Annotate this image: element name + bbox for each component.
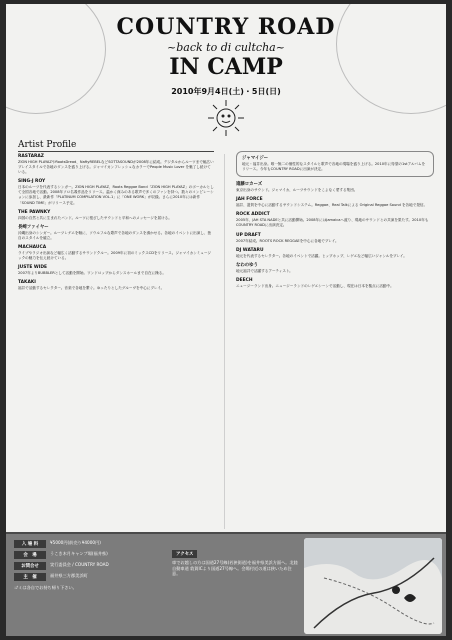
artist-entry	[236, 278, 434, 289]
artist-bio: ライブやラジオ出演など幅広く活動するサウンドクルー。2009年に初のミックスCDをリリース。ジャマイカンミュージックの魅力を伝え続けている。	[18, 250, 211, 261]
info-value: うこき木月キャンプ場(福井県)	[50, 551, 108, 556]
artist-name: MACHAUCA	[18, 244, 47, 250]
artist-bio: 2007年結成。ROOTS ROCK REGGAEを中心に各地でプレイ。	[236, 238, 339, 243]
access-text: 車でお越しの方は国道27号線(若狭街道)を福井県美浜方面へ。北陸自動車道 敦賀ICより国道27号線へ。会場付近の道は狭いため注意。	[172, 560, 298, 577]
column-divider	[224, 154, 225, 529]
event-title-line2: IN CAMP	[169, 54, 283, 80]
artist-name: ROCK ADDICT	[236, 212, 270, 218]
artist-entry	[236, 248, 434, 259]
artist-entry	[236, 197, 434, 208]
artist-entry	[236, 212, 434, 228]
artist-name: THE PAWNKY	[18, 209, 51, 215]
artist-entry	[18, 179, 214, 205]
artist-name: JAH FORCE	[236, 197, 263, 203]
artist-entry	[18, 245, 214, 261]
artist-entry	[18, 225, 214, 241]
artist-bio: 2005年、JAH STA NADEと共に活動開始。2008年にはJamaicaへ渡り、現地のサウンドとの共演を果たす。2010年もCOUNTRY ROADに出演決定。	[236, 218, 429, 228]
info-row	[14, 562, 166, 570]
artist-name: JUSTE WIDE	[18, 265, 48, 271]
artist-name: 遠藤ロカーズ	[236, 182, 263, 188]
artist-bio: 日本のルーツを代表するシンガー。ZION HIGH PLAYAZ、Roots Reggae Band「ZION HIGH PLAYAZ」のボーカルとして全国各地で活動。2008年ソロ名義作品をリリース。温かく深みのある歌声で多くのファンを持つ。数々のコンピレーションに参加し、最新作「PLATINUM COMPILATION VOL.1」に「ONE WORK」が収録。さらに2010年には新作「SOUND TIME」がリリース予定。	[18, 185, 214, 205]
info-label: 主 催	[14, 573, 46, 581]
artist-bio: 東京出身のサウンド。ジャマイカ、ルーツサウンドをこよなく愛する集団。	[236, 188, 358, 193]
artist-bio: ニュージーランド出身。ニュージーランドのレゲエシーンで活動し、現在は日本を拠点に活動中。	[236, 283, 394, 288]
event-subtitle: ~back to di cultcha~	[167, 41, 285, 54]
info-label: 会 場	[14, 551, 46, 559]
event-info-list	[14, 540, 166, 590]
artist-name: TAKAKI	[18, 280, 36, 286]
info-label: 入 場 料	[14, 540, 46, 548]
artist-bio: 福井、滋賀を中心に活動するサウンドシステム。Reggae、Real Talkによる Original Reggae Sound を各地で発信。	[236, 203, 428, 208]
access-info	[172, 540, 300, 577]
artist-name: なわのゆう	[236, 262, 258, 268]
artist-bio: 福井で活動するセレクター。音楽で各地を繋ぐ。ゆったりとしたグルーヴを中心にプレイ。	[18, 286, 165, 291]
featured-artist-bio: 地元・福井出身。唯一無二の個性的なスタイルと歌声で各地の現場を盛り上げる。2010年に待望の1stアルバムをリリース。今年もCOUNTRY ROADに出演が決定。	[242, 162, 426, 172]
info-row	[14, 551, 166, 559]
artist-bio: 地元福井で活躍するアーティスト。	[236, 268, 293, 273]
artist-bio: 四国の自然と共に生まれたバンド。ルーツに根ざしたサウンドと平和へのメッセージを届ける。	[18, 215, 172, 220]
artist-entry	[236, 263, 434, 274]
artist-bio: 地元を代表するセレクター。各地のイベントで活躍。ヒップホップ、レゲエなど幅広いジャンルをプレイ。	[236, 253, 407, 258]
artist-entry	[236, 182, 434, 193]
access-heading: アクセス	[172, 550, 197, 558]
artist-name: DJ WATARU	[236, 247, 264, 253]
info-value: 福井県三方郡美浜町	[50, 573, 88, 578]
artist-entry	[18, 280, 214, 291]
event-info-band	[6, 532, 446, 636]
info-note: ゴミは各自でお持ち帰り下さい。	[14, 585, 77, 590]
info-row	[14, 573, 166, 581]
artist-bio: 2007年よりBUBBLERとして活動を開始。ワンドロップからダンスホールまで自在に操る。	[18, 271, 166, 276]
event-title: COUNTRY ROAD	[116, 14, 336, 40]
sun-face-icon	[206, 98, 246, 138]
artist-name: DEECH	[236, 277, 253, 283]
artist-bio: 沖縄出身のシンガー。ルーツレゲエを軸に、ソウルフルな歌声で各地のダンスを沸かせる。各地のイベントに出演し、独自のスタイルを確立。	[18, 230, 212, 240]
featured-artist-box	[236, 151, 434, 177]
artist-name: UP DRAFT	[236, 232, 261, 238]
info-label: お問合せ	[14, 562, 46, 570]
event-date: 2010年9月4日(土)・5日(日)	[171, 87, 281, 96]
artist-list-right	[236, 151, 434, 293]
artist-entry	[18, 154, 214, 175]
artist-entry	[18, 210, 214, 221]
artist-entry	[236, 233, 434, 244]
access-map	[304, 538, 442, 634]
artist-name: SING-J ROY	[18, 179, 46, 185]
artist-name: RASTARAZ	[18, 154, 44, 159]
artist-profile-heading: Artist Profile	[18, 140, 77, 150]
featured-artist-name: ジャマイジー	[242, 156, 269, 161]
heading-rule	[18, 151, 214, 152]
artist-entry	[18, 265, 214, 276]
artist-name: 長崎ファイヤー	[18, 224, 49, 230]
artist-bio: ZION HIGH PLAYAZやRootsDread、NaftyREBELなどSOTTASOUNDが2008年に結成。デジタルからルーツまで幅広いプレイスタイルで各地のダンスを盛り上げる。ジャマイカンフレッシュなカラーでPeople Music Lover を魅了し続けている。	[18, 160, 214, 175]
info-value: ¥5000円(前売り¥4000円)	[50, 540, 101, 545]
info-row	[14, 540, 166, 548]
info-value: 実行委員会 / COUNTRY ROAD	[50, 562, 109, 567]
artist-list-left	[18, 154, 214, 295]
flyer-page	[6, 4, 446, 636]
